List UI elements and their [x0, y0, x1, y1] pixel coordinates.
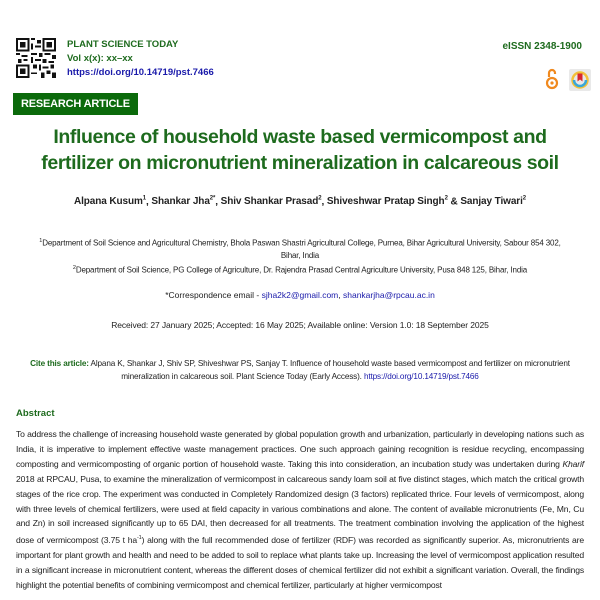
citation-text: Alpana K, Shankar J, Shiv SP, Shiveshwar PS, Sanjay T. Influence of household waste based vermicompost and fertilizer on micronutrient mineralization in calcareous soil. Plant Science Today (Early Access).: [88, 359, 570, 381]
eissn: eISSN 2348-1900: [502, 41, 582, 52]
citation-doi-link[interactable]: https://doi.org/10.14719/pst.7466: [363, 372, 479, 381]
article-title: Influence of household waste based vermicompost and fertilizer on micronutrient mineralization in calcareous soil: [41, 126, 559, 174]
author[interactable]: Alpana Kusum$^1$: [73, 196, 147, 208]
article-type-badge: RESEARCH ARTICLE: [13, 93, 138, 115]
author[interactable]: Shiveshwar Pratap Singh$^2$: [326, 196, 448, 208]
correspondence-label: *Correspondence email -: [165, 290, 262, 300]
author[interactable]: Shiv Shankar Prasad$^2$: [220, 196, 322, 208]
affiliations: [30, 235, 570, 276]
journal-volume: Vol x(x): xx–xx: [67, 53, 133, 64]
publication-dates: Received: 27 January 2025; Accepted: 16 May 2025; Available online: Version 1.0: 18 September 2025: [111, 320, 489, 330]
journal-info: [67, 38, 214, 80]
crossmark-icon[interactable]: [569, 69, 591, 91]
affiliation-2: $^2$Department of Soil Science, PG College of Agriculture, Dr. Rajendra Prasad Central Agriculture University, Pusa 848 125, Bihar, India: [72, 264, 528, 275]
author[interactable]: Shankar Jha$^{2*}$: [151, 196, 216, 208]
author-list: Alpana Kusum$^1$, Shankar Jha$^{2*}$, Shiv Shankar Prasad$^2$, Shiveshwar Pratap Singh$^2$ & Sanjay Tiwari$^2$: [73, 196, 526, 208]
citation-label: Cite this article:: [30, 359, 89, 368]
journal-name: PLANT SCIENCE TODAY: [67, 39, 179, 50]
email-link-2[interactable]: shankarjha@rpcau.ac.in: [343, 290, 435, 300]
email-link-1[interactable]: sjha2k2@gmail.com: [261, 290, 339, 300]
open-access-icon[interactable]: [545, 68, 559, 90]
abstract-body: To address the challenge of increasing household waste generated by global population growth and urbanization, particularly in developing nations such as India, it is imperative to implement effective waste management practices. One such approach gaining recognition is residue recycling, encompassing composting and vermicomposting of organic portion of household waste. Taking this into consideration, an incubation study was undertaken during Kharif 2018 at RPCAU, Pusa, to examine the mineralization of vermicompost in calcareous sandy loam soil at five distinct stages, which match the critical growth stages of the rice crop. The experiment was conducted in Completely Randomized design (3 factors) replicated thrice. Four levels of vermicompost, along with three levels of chemical fertilizers, were used at field capacity in various combinations and alone. The content of available micronutrients (Fe, Mn, Cu and Zn) in soil increased significantly up to 65 DAI, then decreased for all treatments. The treatment combination involving the application of the highest dose of vermicompost (3.75 t $ha^{-1}$) along with the full recommended dose of fertilizer (RDF) was recorded as significantly superior. As, micronutrients are important for plant growth and health and need to be added to soil to replace what plants take up. Increasing the level of vermicompost application resulted in a significant increase in micronutrient content, whereas the different doses of chemical fertilizer did not exhibit a significant variation. Overall, the findings highlight the potential benefits of combining vermicompost and chemical fertilizer, particularly at higher vermicompost: [16, 429, 585, 590]
author[interactable]: Sanjay Tiwari$^2$: [460, 196, 526, 208]
abstract-heading: Abstract: [16, 408, 55, 419]
citation: [30, 357, 570, 383]
correspondence: *Correspondence email - sjha2k2@gmail.com, shankarjha@rpcau.ac.in: [165, 290, 435, 300]
affiliation-1: $^1$Department of Soil Science and Agricultural Chemistry, Bhola Paswan Shastri Agricultural College, Purnea, Bihar Agricultural University, Sabour 854 302, Bihar, India: [39, 238, 561, 260]
doi-link[interactable]: https://doi.org/10.14719/pst.7466: [67, 67, 214, 78]
qr-code-icon: [16, 38, 56, 78]
